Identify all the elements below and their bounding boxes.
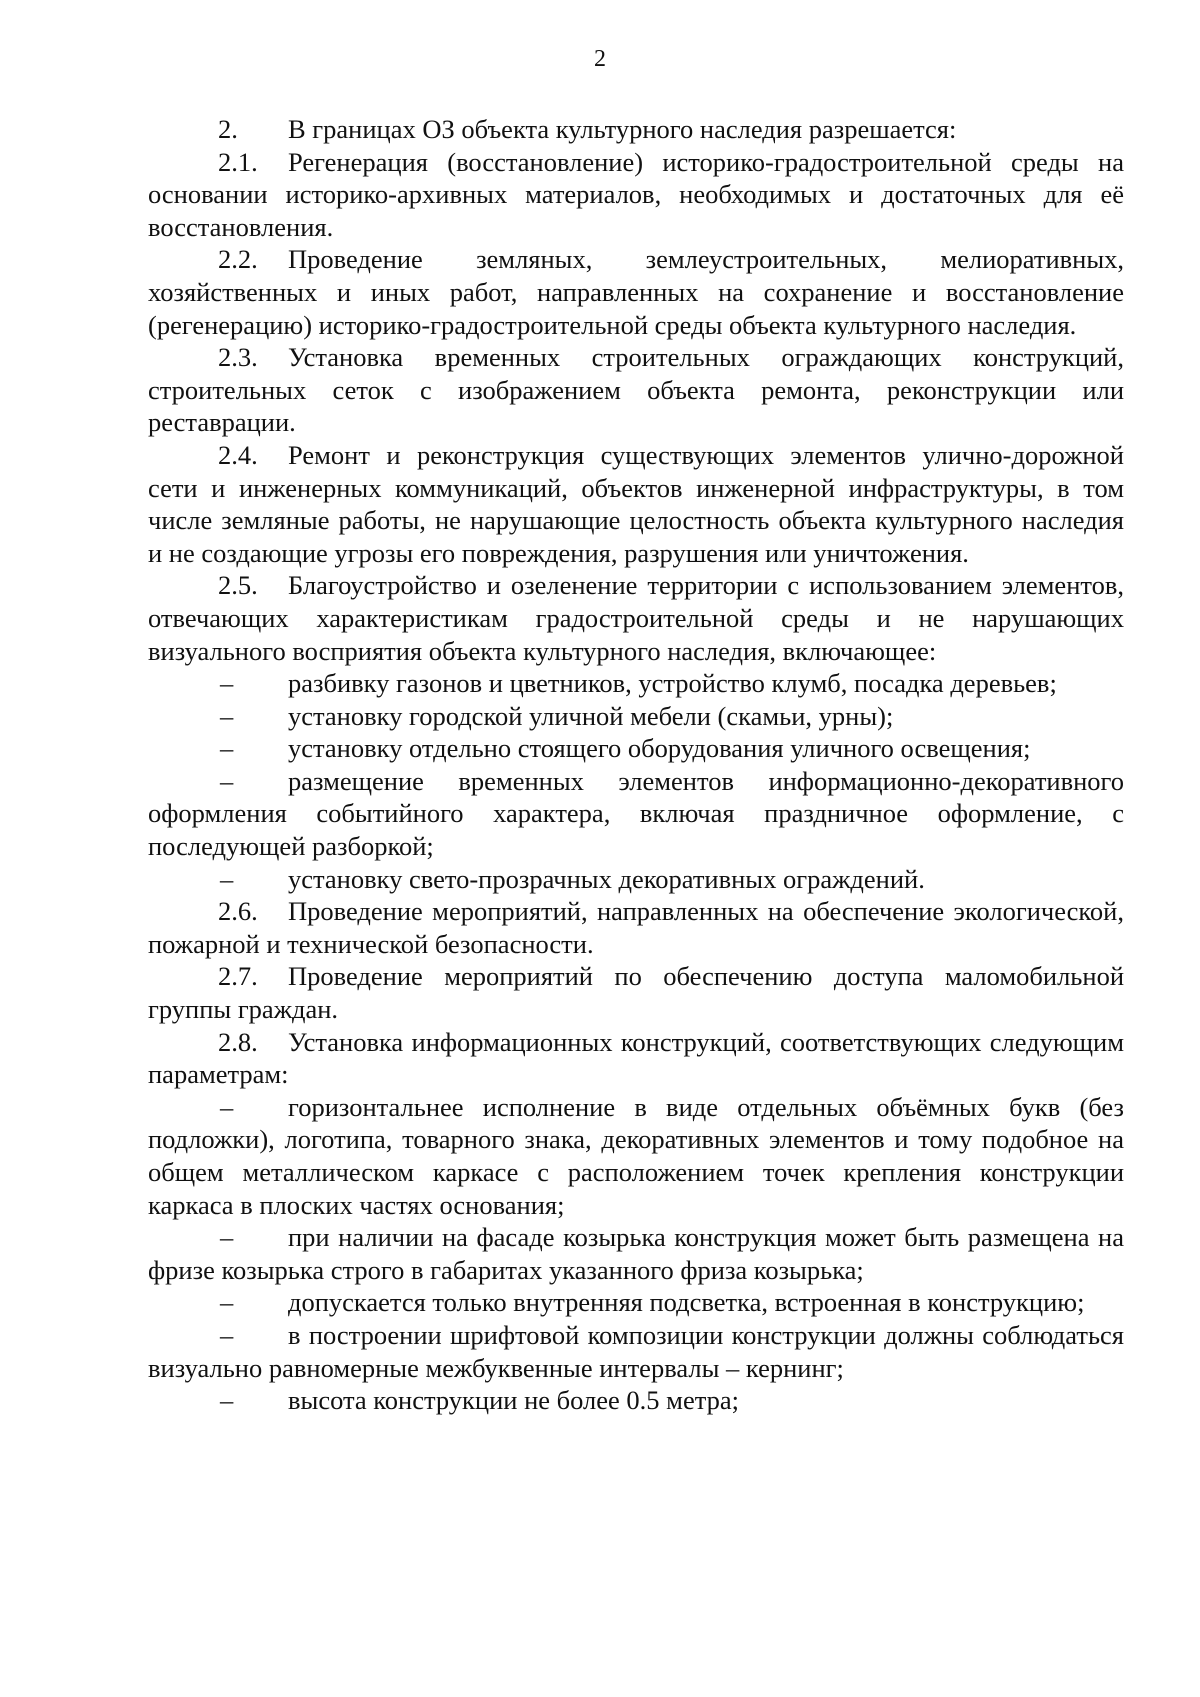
page-number: 2	[594, 46, 606, 72]
dash-bullet: –	[220, 1287, 234, 1318]
clause-2-7	[148, 960, 1124, 1025]
list-item	[148, 1384, 1124, 1417]
clause-2-8	[148, 1026, 1124, 1091]
clause-number: 2.2.	[218, 244, 258, 275]
dash-bullet: –	[220, 1385, 234, 1416]
list-item-text: установку городской уличной мебели (скамьи, урны);	[288, 700, 894, 731]
clause-2-5	[148, 569, 1124, 667]
list-item	[148, 667, 1124, 700]
list-item	[148, 700, 1124, 733]
list-item	[148, 765, 1124, 863]
clause-2-6	[148, 895, 1124, 960]
clause-text: Проведение мероприятий по обеспечению доступа маломобильной группы граждан.	[148, 961, 1124, 1025]
dash-bullet: –	[220, 668, 234, 699]
dash-bullet: –	[220, 863, 234, 894]
clause-text: Ремонт и реконструкция существующих элементов улично-дорожной сети и инженерных коммуникаций, объектов инженерной инфраструктуры, в том числе земляные работы, не нарушающие целостность объекта культурного наследия и не создающие угрозы его повреждения, разрушения или уничтожения.	[148, 439, 1124, 568]
dash-bullet: –	[220, 700, 234, 731]
clause-number: 2.3.	[218, 342, 258, 373]
section-text: В границах ОЗ объекта культурного наследия разрешается:	[288, 114, 957, 144]
clause-text: Проведение мероприятий, направленных на обеспечение экологической, пожарной и технической безопасности.	[148, 896, 1124, 959]
list-item-text: установку отдельно стоящего оборудования уличного освещения;	[288, 733, 1031, 764]
document-body	[148, 113, 1124, 1417]
clause-number: 2.4.	[218, 439, 258, 470]
clause-text: Установка информационных конструкций, соответствующих следующим параметрам:	[148, 1026, 1124, 1090]
section-number: 2.	[218, 114, 238, 144]
list-item-text: установку свето-прозрачных декоративных ограждений.	[288, 863, 925, 894]
list-item	[148, 863, 1124, 896]
clause-2-4	[148, 439, 1124, 569]
clause-text: Благоустройство и озеленение территории с использованием элементов, отвечающих характеристикам градостроительной среды и не нарушающих визуального восприятия объекта культурного наследия, включающее:	[148, 570, 1124, 666]
clause-text: Проведение земляных, землеустроительных, мелиоративных, хозяйственных и иных работ, направленных на сохранение и восстановление (регенерацию) историко-градостроительной среды объекта культурного наследия.	[148, 244, 1124, 340]
list-item	[148, 1221, 1124, 1286]
section-heading	[148, 113, 1124, 146]
list-item	[148, 1319, 1124, 1384]
dash-bullet: –	[220, 765, 234, 796]
clause-text: Установка временных строительных ограждающих конструкций, строительных сеток с изображением объекта ремонта, реконструкции или реставрации.	[148, 342, 1124, 438]
list-item	[148, 1286, 1124, 1319]
clause-number: 2.8.	[218, 1026, 258, 1057]
clause-text: Регенерация (восстановление) историко-градостроительной среды на основании историко-архивных материалов, необходимых и достаточных для её восстановления.	[148, 146, 1124, 242]
dash-bullet: –	[220, 1319, 234, 1350]
clause-2-3	[148, 341, 1124, 439]
list-item-text: в построении шрифтовой композиции конструкции должны соблюдаться визуально равномерные межбуквенные интервалы – кернинг;	[148, 1319, 1124, 1383]
list-item-text: при наличии на фасаде козырька конструкция может быть размещена на фризе козырька строго в габаритах указанного фриза козырька;	[148, 1222, 1124, 1285]
clause-number: 2.1.	[218, 146, 258, 177]
clause-2-2	[148, 243, 1124, 341]
dash-bullet: –	[220, 1222, 234, 1253]
clause-number: 2.6.	[218, 896, 258, 927]
clause-2-1	[148, 146, 1124, 244]
list-item	[148, 732, 1124, 765]
list-item	[148, 1091, 1124, 1221]
list-item-text: горизонтальнее исполнение в виде отдельных объёмных букв (без подложки), логотипа, товарного знака, декоративных элементов и тому подобное на общем металлическом каркасе с расположением точек крепления конструкции каркаса в плоских частях основания;	[148, 1091, 1124, 1220]
dash-bullet: –	[220, 1091, 234, 1122]
list-item-text: высота конструкции не более 0.5 метра;	[288, 1385, 739, 1416]
clause-number: 2.7.	[218, 961, 258, 992]
clause-number: 2.5.	[218, 570, 258, 601]
dash-bullet: –	[220, 733, 234, 764]
list-item-text: разбивку газонов и цветников, устройство клумб, посадка деревьев;	[288, 668, 1057, 699]
list-item-text: размещение временных элементов информационно-декоративного оформления событийного характера, включая праздничное оформление, с последующей разборкой;	[148, 765, 1124, 862]
list-item-text: допускается только внутренняя подсветка, встроенная в конструкцию;	[288, 1287, 1085, 1318]
